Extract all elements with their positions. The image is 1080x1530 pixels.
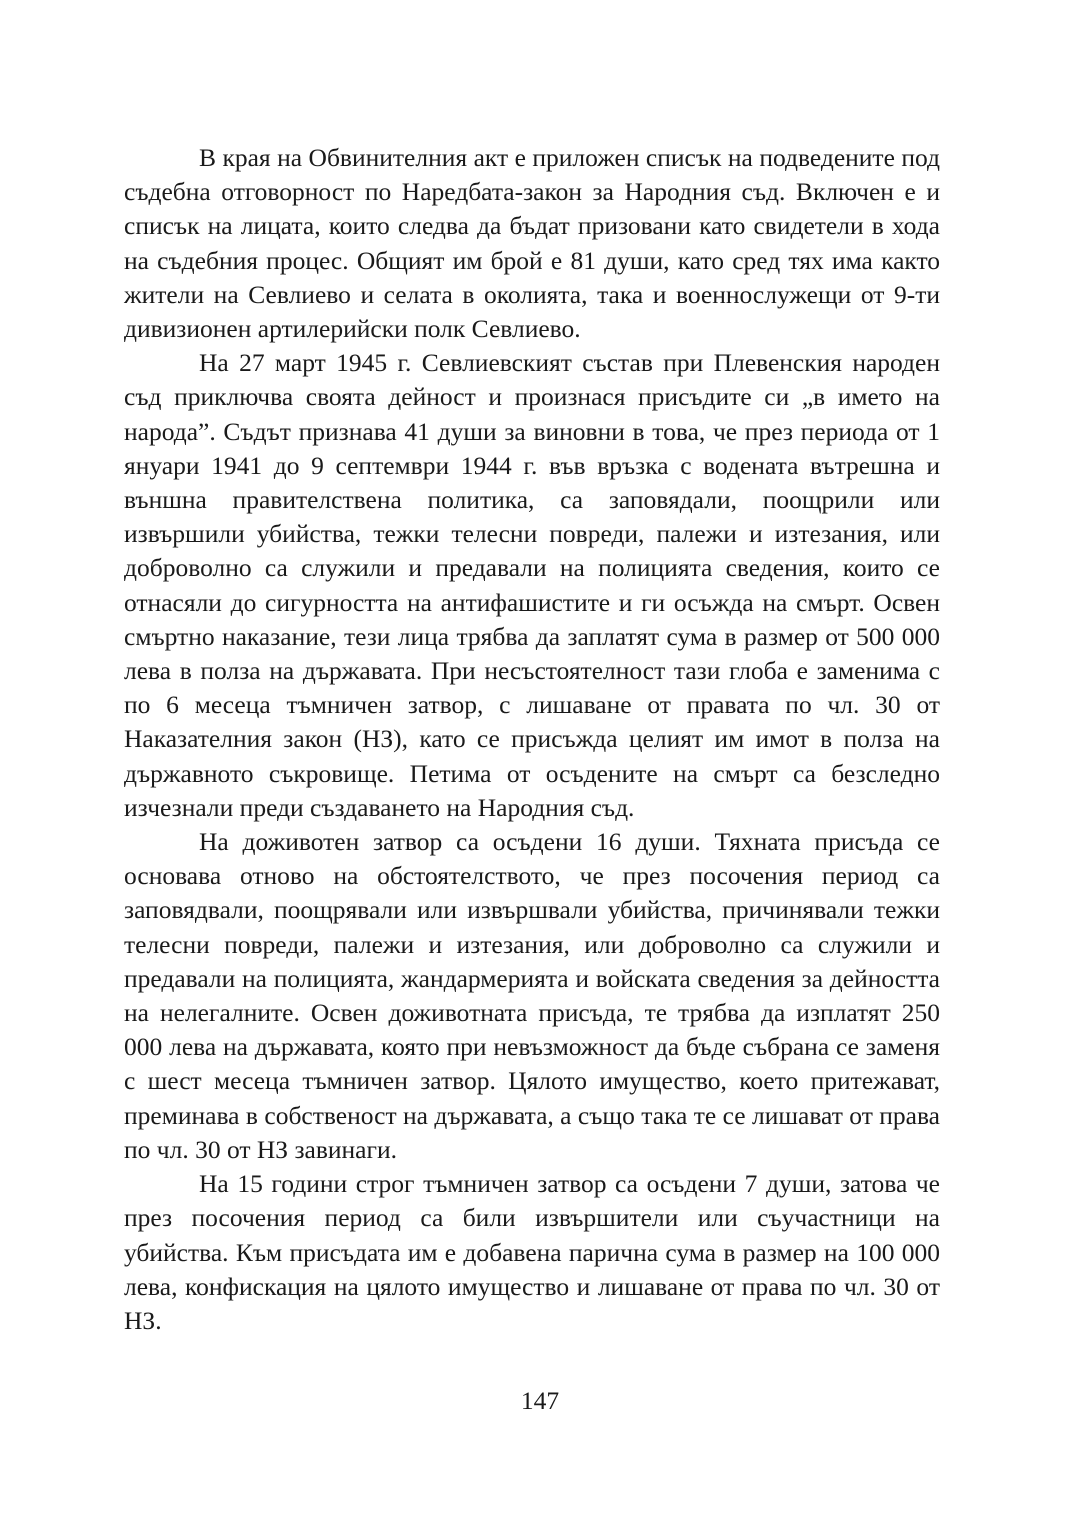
page-number: 147 (520, 1386, 560, 1415)
paragraph: В края на Обвинителния акт е приложен списък на подведените под съдебна отговорност по Наредбата-закон за Народния съд. Включен е и списък на лицата, които следва да бъдат призовани като свидетели в хода на съдебния процес. Общият им брой е 81 души, като сред тях има както жители на Севлиево и селата в околията, така и военнослужещи от 9-ти дивизионен артилерийски полк Севлиево. (124, 143, 940, 344)
paragraph: На доживотен затвор са осъдени 16 души. Тяхната присъда се основава отново на обстоятелството, че през посочения период са заповядвали, поощрявали или извършвали убийства, причинявали тежки телесни повреди, палежи и изтезания, или доброволно са служили и предавали на полицията, жандармерията и войската сведения за дейността на нелегалните. Освен доживотната присъда, те трябва да изплатят 250 000 лева на държавата, която при невъзможност да бъде събрана се заменя с шест месеца тъмничен затвор. Цялото имущество, което притежават, преминава в собственост на държавата, а също така те се лишават от права по чл. 30 от НЗ завинаги. (124, 827, 940, 1164)
paragraph: На 15 години строг тъмничен затвор са осъдени 7 души, затова че през посочения период са били извършители или съучастници на убийства. Към присъдата им е добавена парична сума в размер на 100 000 лева, конфискация на цялото имущество и лишаване от права по чл. 30 от НЗ. (124, 1169, 940, 1335)
body-text (124, 141, 940, 1338)
paragraph: На 27 март 1945 г. Севлиевският състав при Плевенския народен съд приключва своята дейност и произнася присъдите си „в името на народа”. Съдът признава 41 души за виновни в това, че през периода от 1 януари 1941 до 9 септември 1944 г. във връзка с водената вътрешна и външна правителствена политика, са заповядали, поощрили или извършили убийства, тежки телесни повреди, палежи и изтезания, или доброволно са служили и предавали на полицията сведения, които се отнасяли до сигурността на антифашистите и ги осъжда на смърт. Освен смъртно наказание, тези лица трябва да заплатят сума в размер от 500 000 лева в полза на държавата. При несъстоятелност тази глоба е заменима с по 6 месеца тъмничен затвор, с лишаване от правата по чл. 30 от Наказателния закон (НЗ), като се присъжда целият им имот в полза на държавното съкровище. Петима от осъдените на смърт са безследно изчезнали преди създаването на Народния съд. (124, 348, 940, 822)
